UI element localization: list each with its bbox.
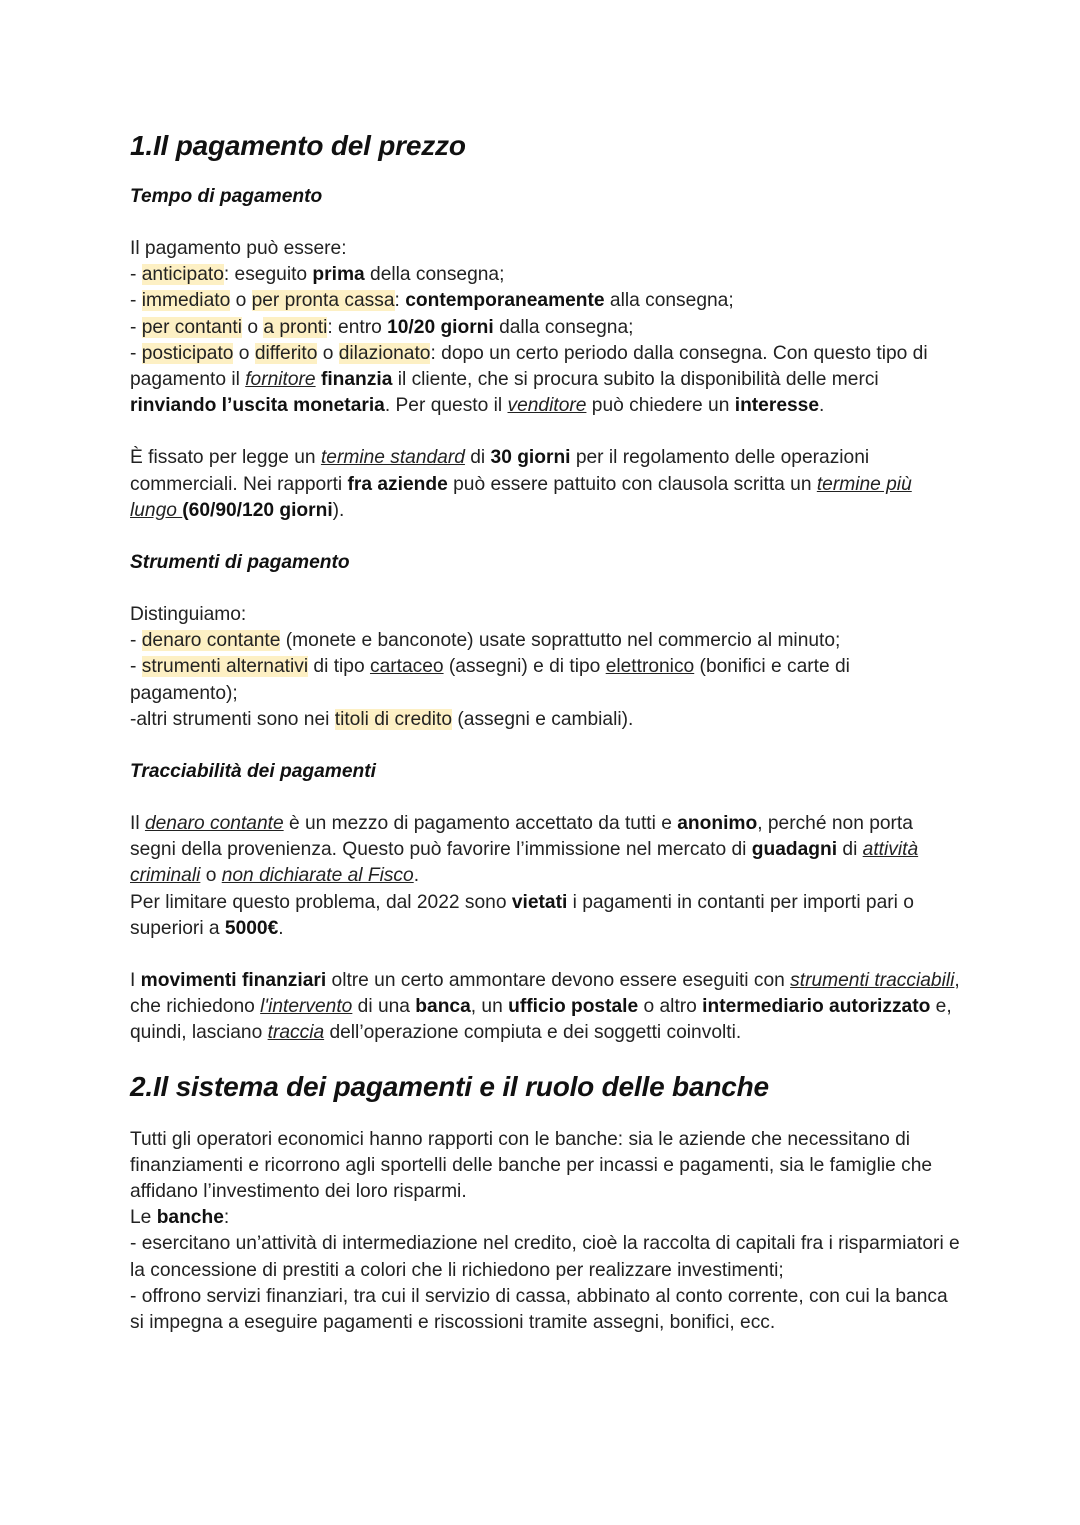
operatori-paragraph: Tutti gli operatori economici hanno rapporti con le banche: sia le aziende che necessitano di finanziamenti e ricorrono agli sportelli delle banche per incassi e pagamenti, sia le famiglie che affidano l’investimento dei loro risparmi. [130,1128,933,1203]
document-page [130,118,960,1336]
strumenti-item-contante: - denaro contante (monete e banconote) usate soprattutto nel commercio al minuto; [130,630,841,652]
section-2-title: 2.Il sistema dei pagamenti e il ruolo delle banche [130,1070,769,1102]
tempo-item-posticipato: - posticipato o differito o dilazionato: dopo un certo periodo dalla consegna. Con questo tipo di pagamento il fornitore finanzia il cliente, che si procura subito la disponibilità delle merci rinviando l’uscita monetaria. Per questo il venditore può chiedere un interesse. [130,342,928,417]
tracciabilita-heading: Tracciabilità dei pagamenti [130,761,376,783]
strumenti-item-titoli: -altri strumenti sono nei titoli di credito (assegni e cambiali). [130,708,634,730]
movimenti-paragraph: I movimenti finanziari oltre un certo ammontare devono essere eseguiti con strumenti tracciabili, che richiedono l'intervento di una banca, un ufficio postale o altro intermediario autorizzato e, quindi, lasciano traccia dell’operazione compiuta e dei soggetti coinvolti. [130,970,960,1044]
limite-paragraph: Per limitare questo problema, dal 2022 sono vietati i pagamenti in contanti per importi pari o superiori a 5000€. [130,891,914,939]
tempo-item-anticipato: - anticipato: eseguito prima della consegna; [130,264,505,286]
banche-intro: Le banche: [130,1207,230,1229]
tempo-intro: Il pagamento può essere: [130,238,347,259]
strumenti-heading: Strumenti di pagamento [130,552,350,574]
contante-paragraph: Il denaro contante è un mezzo di pagamento accettato da tutti e anonimo, perché non porta segni della provenienza. Questo può favorire l’immissione nel mercato di guadagni di attività criminali o non dichiarate al Fisco. [130,813,919,887]
tempo-heading: Tempo di pagamento [130,186,323,207]
tempo-block [130,236,960,419]
banche-item-servizi: - offrono servizi finanziari, tra cui il servizio di cassa, abbinato al conto corrente, con cui la banca si impegna a eseguire pagamenti e riscossioni tramite assegni, bonifici, ecc. [130,1285,948,1334]
strumenti-intro: Distinguiamo: [130,604,247,626]
strumenti-item-alternativi: - strumenti alternativi di tipo cartaceo (assegni) e di tipo elettronico (bonifici e carte di pagamento); [130,656,850,704]
strumenti-block [130,602,960,733]
section-1-title: 1.Il pagamento del prezzo [130,130,466,161]
tempo-item-contanti: - per contanti o a pronti: entro 10/20 giorni dalla consegna; [130,316,634,338]
tempo-item-immediato: - immediato o per pronta cassa: contemporaneamente alla consegna; [130,290,734,312]
tracciabilita-block [130,811,960,942]
banche-item-intermediazione: - esercitano un’attività di intermediazione nel credito, cioè la raccolta di capitali fra i risparmiatori e la concessione di prestiti a colori che li richiedono per realizzare investimenti; [130,1233,960,1281]
termine-paragraph: È fissato per legge un termine standard di 30 giorni per il regolamento delle operazioni commerciali. Nei rapporti fra aziende può essere pattuito con clausola scritta un termine più lungo (60/90/120 giorni). [130,447,912,521]
section-2-body [130,1127,960,1337]
